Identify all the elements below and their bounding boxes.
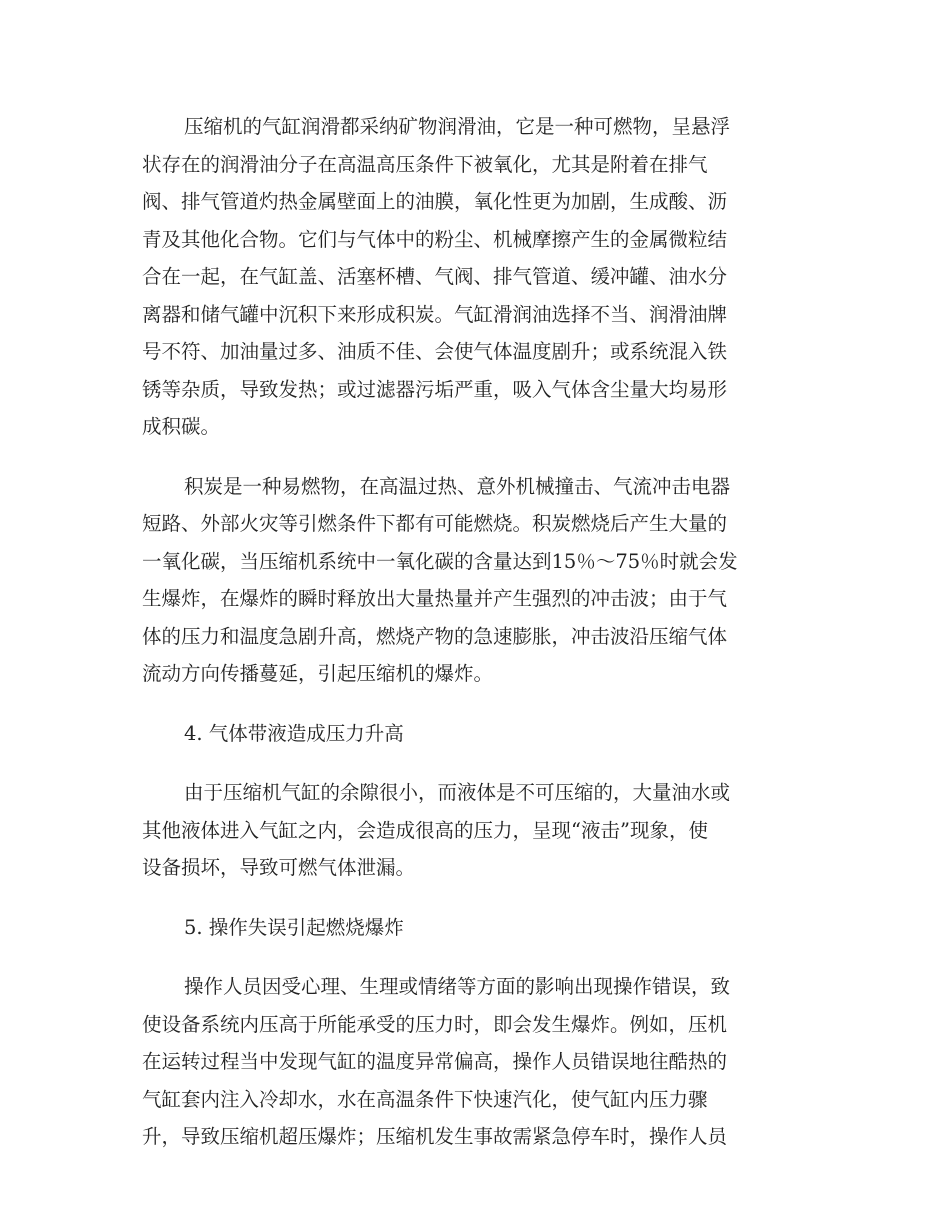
paragraph-liquid-hammer — [142, 774, 796, 887]
text-line: 合在一起，在气缸盖、活塞杯槽、气阀、排气管道、缓冲罐、油水分 — [142, 265, 728, 288]
text-line: 成积碳。 — [142, 415, 221, 438]
text-line: 在运转过程当中发现气缸的温度异常偏高，操作人员错误地往酷热的 — [142, 1050, 728, 1073]
text-line: 号不符、加油量过多、油质不佳、会使气体温度剧升；或系统混入铁 — [142, 340, 728, 363]
text-line: 压缩机的气缸润滑都采纳矿物润滑油，它是一种可燃物，呈悬浮 — [184, 115, 731, 138]
text-line: 锈等杂质，导致发热；或过滤器污垢严重，吸入气体含尘量大均易形 — [142, 377, 728, 401]
paragraph-operation-error — [142, 968, 796, 1156]
text-line: 积炭是一种易燃物，在高温过热、意外机械撞击、气流冲击电器 — [184, 474, 731, 498]
text-line: 流动方向传播蔓延，引起压缩机的爆炸。 — [142, 662, 494, 685]
text-line: 青及其他化合物。它们与气体中的粉尘、机械摩擦产生的金属微粒结 — [142, 227, 728, 251]
text-line: 阀、排气管道灼热金属壁面上的油膜，氧化性更为加剧，生成酸、沥 — [142, 190, 728, 213]
text-line: 短路、外部火灾等引燃条件下都有可能燃烧。积炭燃烧后产生大量的 — [142, 512, 728, 535]
text-line: 操作人员因受心理、生理或情绪等方面的影响出现操作错误，致 — [184, 975, 731, 998]
text-line: 气缸套内注入冷却水，水在高温条件下快速汽化，使气缸内压力骤 — [142, 1087, 708, 1111]
paragraph-carbon-deposit-formation — [142, 108, 796, 446]
text-line: 由于压缩机气缸的余隙很小，而液体是不可压缩的，大量油水或 — [184, 781, 731, 804]
document-page — [142, 108, 796, 1178]
paragraph-carbon-deposit-explosion — [142, 468, 796, 693]
text-line: 体的压力和温度急剧升高，燃烧产物的急速膨胀，冲击波沿压缩气体 — [142, 624, 728, 648]
section-heading-4: 4. 气体带液造成压力升高 — [184, 721, 404, 745]
text-line: 状存在的润滑油分子在高温高压条件下被氧化，尤其是附着在排气 — [142, 152, 708, 176]
text-line: 一氧化碳，当压缩机系统中一氧化碳的含量达到15％～75％时就会发 — [142, 549, 738, 573]
text-line: 升，导致压缩机超压爆炸；压缩机发生事故需紧急停车时，操作人员 — [142, 1125, 728, 1148]
text-line: 设备损坏，导致可燃气体泄漏。 — [142, 856, 416, 879]
section-heading-5: 5. 操作失误引起燃烧爆炸 — [184, 915, 404, 939]
text-line: 其他液体进入气缸之内，会造成很高的压力，呈现“液击”现象，使 — [142, 818, 708, 842]
text-line: 使设备系统内压高于所能承受的压力时，即会发生爆炸。例如，压机 — [142, 1012, 728, 1036]
text-line: 生爆炸，在爆炸的瞬时释放出大量热量并产生强烈的冲击波；由于气 — [142, 587, 728, 610]
text-line: 离器和储气罐中沉积下来形成积炭。气缸滑润油选择不当、润滑油牌 — [142, 302, 728, 326]
